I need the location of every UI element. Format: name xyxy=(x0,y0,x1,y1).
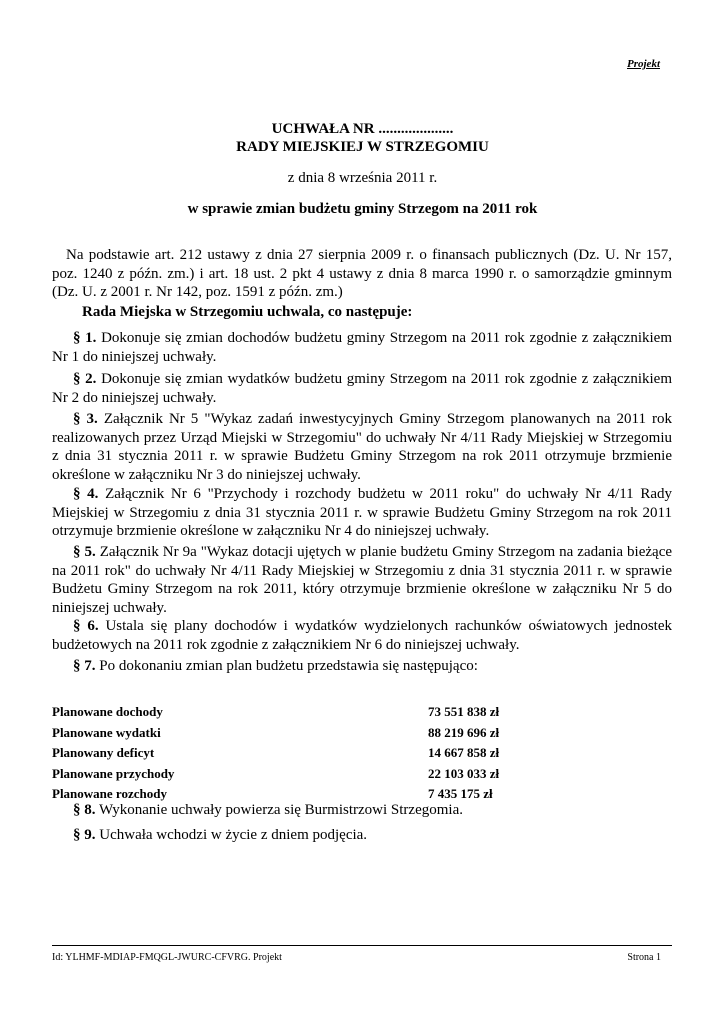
paragraph-1 xyxy=(52,329,672,366)
legal-basis-paragraph: Na podstawie art. 212 ustawy z dnia 27 sierpnia 2009 r. o finansach publicznych (Dz. U. Nr 157, poz. 1240 z późn. zm.) i art. 18 ust. 2 pkt 4 ustawy z dnia 8 marca 1990 r. o samorządzie gminnym (Dz. U. z 2001 r. Nr 142, poz. 1591 z późn. zm.) xyxy=(52,247,672,300)
council-statement: Rada Miejska w Strzegomiu uchwala, co następuje: xyxy=(82,304,413,320)
summary-value: 7 435 175 zł xyxy=(428,786,493,801)
footer-divider xyxy=(52,945,672,946)
resolution-title xyxy=(0,120,725,156)
paragraph-text: Dokonuje się zmian dochodów budżetu gminy Strzegom na 2011 rok zgodnie z załącznikiem Nr 1 do niniejszej uchwały. xyxy=(52,330,673,365)
paragraph-mark: § 2. xyxy=(73,371,97,387)
summary-label: Planowany deficyt xyxy=(52,745,155,760)
paragraph-mark: § 4. xyxy=(73,486,99,502)
title-line-1: UCHWAŁA NR .................... xyxy=(271,121,454,137)
paragraph-mark: § 6. xyxy=(73,618,99,634)
summary-label: Planowane przychody xyxy=(52,765,175,781)
paragraph-mark: § 5. xyxy=(73,544,96,560)
paragraph-mark: § 3. xyxy=(73,411,98,427)
summary-value: 14 667 858 zł xyxy=(428,745,500,760)
paragraph-6 xyxy=(52,617,672,654)
paragraph-mark: § 9. xyxy=(73,827,96,843)
paragraph-3 xyxy=(52,410,672,484)
summary-value: 88 219 696 zł xyxy=(428,724,500,740)
paragraph-2 xyxy=(52,370,672,407)
projekt-label: Projekt xyxy=(627,58,660,70)
paragraph-8 xyxy=(52,801,672,820)
paragraph-4 xyxy=(52,485,672,541)
paragraph-mark: § 1. xyxy=(73,330,97,346)
paragraph-text: Uchwała wchodzi w życie z dniem podjęcia. xyxy=(99,827,368,843)
budget-summary-table xyxy=(52,702,512,805)
paragraph-mark: § 7. xyxy=(73,658,96,674)
paragraph-text: Załącznik Nr 6 "Przychody i rozchody budżetu w 2011 roku" do uchwały Nr 4/11 Rady Miejskiej w Strzegomiu z dnia 31 stycznia 2011 r. w sprawie Budżetu Gminy Strzegom na rok 2011 otrzymuje brzmienie określone w załączniku Nr 4 do niniejszej uchwały. xyxy=(52,486,672,539)
paragraph-text: Załącznik Nr 9a "Wykaz dotacji ujętych w planie budżetu Gminy Strzegom na zadania bieżące na 2011 rok" do uchwały Nr 4/11 Rady Miejskiej w Strzegomiu z dnia 31 stycznia 2011 r. w sprawie Budżetu Gminy Strzegom na rok 2011, który otrzymuje brzmienie określone w załączniku Nr 5 do niniejszej uchwały. xyxy=(52,544,673,616)
summary-value: 22 103 033 zł xyxy=(428,765,500,781)
paragraph-5 xyxy=(52,543,672,617)
summary-row xyxy=(52,743,512,764)
footer-page-number: Strona 1 xyxy=(627,952,661,963)
summary-label: Planowane dochody xyxy=(52,704,163,719)
summary-value: 73 551 838 zł xyxy=(428,704,500,719)
resolution-date: z dnia 8 września 2011 r. xyxy=(287,170,438,186)
paragraph-text: Dokonuje się zmian wydatków budżetu gminy Strzegom na 2011 rok zgodnie z załącznikiem Nr 2 do niniejszej uchwały. xyxy=(52,371,673,406)
summary-row xyxy=(52,723,512,744)
paragraph-mark: § 8. xyxy=(73,802,96,818)
title-line-2: RADY MIEJSKIEJ W STRZEGOMIU xyxy=(236,139,489,155)
paragraph-9 xyxy=(52,826,672,845)
paragraph-text: Ustala się plany dochodów i wydatków wydzielonych rachunków oświatowych jednostek budżetowych na 2011 rok zgodnie z załącznikiem Nr 6 do niniejszej uchwały. xyxy=(52,618,673,653)
paragraph-text: Wykonanie uchwały powierza się Burmistrzowi Strzegomia. xyxy=(98,802,463,818)
summary-row xyxy=(52,764,512,785)
footer-document-id: Id: YLHMF-MDIAP-FMQGL-JWURC-CFVRG. Projekt xyxy=(52,952,282,963)
summary-label: Planowane rozchody xyxy=(52,786,167,801)
resolution-subject: w sprawie zmian budżetu gminy Strzegom na 2011 rok xyxy=(187,201,538,217)
summary-label: Planowane wydatki xyxy=(52,724,161,740)
paragraph-7 xyxy=(52,657,672,676)
summary-row xyxy=(52,702,512,723)
paragraph-text: Po dokonaniu zmian plan budżetu przedstawia się następująco: xyxy=(99,658,478,674)
paragraph-text: Załącznik Nr 5 "Wykaz zadań inwestycyjnych Gminy Strzegom planowanych na 2011 rok realizowanych przez Urząd Miejski w Strzegomiu" do uchwały Nr 4/11 Rady Miejskiej w Strzegomiu z dnia 31 stycznia 2011 r. w sprawie Budżetu Gminy Strzegom na rok 2011 otrzymuje brzmienie określone w załączniku Nr 3 do niniejszej uchwały. xyxy=(52,411,673,483)
